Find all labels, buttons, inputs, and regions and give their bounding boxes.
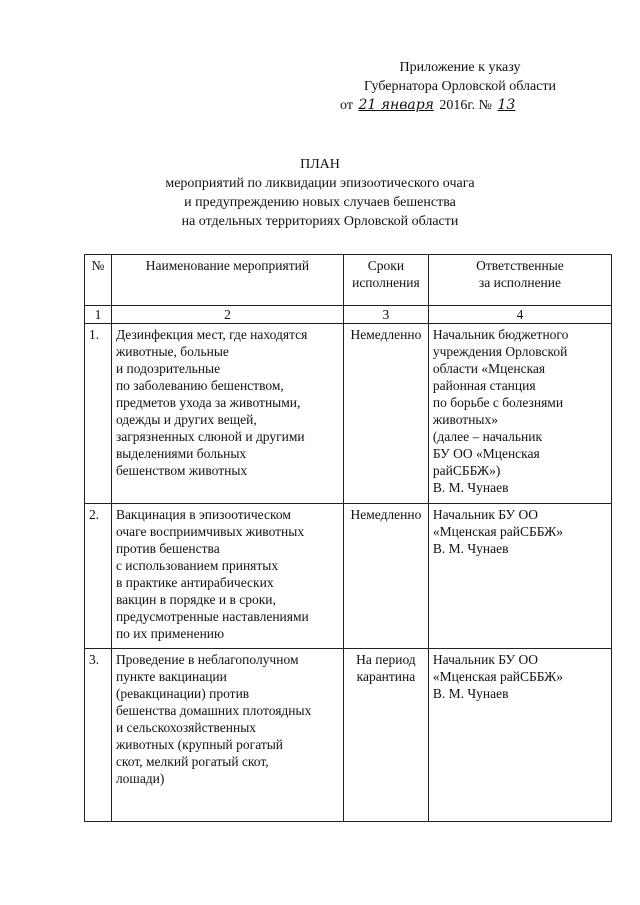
plan-title-line-2: и предупреждению новых случаев бешенства [184, 195, 456, 210]
row-num: 3. [85, 649, 112, 822]
cell-line: против бешенства [115, 541, 220, 556]
appendix-line-1: Приложение к указу [399, 60, 521, 75]
number-label: № [478, 98, 492, 113]
header-resp-line-1: Ответственные [476, 258, 564, 273]
plan-title-line-1: мероприятий по ликвидации эпизоотического очага [165, 176, 475, 191]
row-time [343, 504, 428, 649]
cell-line: лошади) [115, 771, 165, 786]
header-name: Наименование мероприятий [111, 255, 343, 306]
cell-line: в практике антирабических [115, 575, 274, 590]
header-resp [428, 255, 611, 306]
header-time-line-2: исполнения [352, 275, 420, 290]
plan-title [120, 155, 520, 231]
cell-line: загрязненных слюной и другими [115, 429, 305, 444]
cell-line: (далее – начальник [432, 429, 543, 444]
cell-line: Вакцинация в эпизоотическом [115, 507, 291, 522]
cell-line: выделениями больных [115, 446, 247, 461]
cell-line: Начальник БУ ОО [432, 507, 538, 522]
column-number: 1 [85, 306, 112, 324]
cell-line: бешенством животных [115, 463, 248, 478]
cell-line: В. М. Чунаев [432, 480, 509, 495]
header-time [343, 255, 428, 306]
row-num: 1. [85, 324, 112, 504]
cell-line: пункте вакцинации [115, 669, 227, 684]
row-time [343, 649, 428, 822]
cell-line: карантина [356, 669, 416, 684]
cell-line: предусмотренные наставлениями [115, 609, 309, 624]
cell-line: районная станция [432, 378, 536, 393]
row-resp [428, 504, 611, 649]
cell-line: На период [356, 652, 416, 667]
table-row [85, 504, 612, 649]
table-header-row [85, 255, 612, 306]
cell-line: и подозрительные [115, 361, 221, 376]
cell-line: бешенства домашних плотоядных [115, 703, 312, 718]
plan-heading: ПЛАН [300, 157, 340, 172]
column-number: 4 [428, 306, 611, 324]
cell-line: «Мценская райСББЖ» [432, 524, 563, 539]
row-name [111, 324, 343, 504]
appendix-date-line [330, 96, 590, 115]
cell-line: Проведение в неблагополучном [115, 652, 299, 667]
column-number-row [85, 306, 612, 324]
table-row [85, 649, 612, 822]
column-number: 2 [111, 306, 343, 324]
cell-line: и сельскохозяйственных [115, 720, 257, 735]
row-time [343, 324, 428, 504]
column-number: 3 [343, 306, 428, 324]
plan-title-line-3: на отдельных территориях Орловской области [181, 214, 459, 229]
header-time-line-1: Сроки [367, 258, 405, 273]
cell-line: Немедленно [350, 507, 422, 522]
cell-line: учреждения Орловской [432, 344, 568, 359]
cell-line: по борьбе с болезнями [432, 395, 564, 410]
cell-line: области «Мценская [432, 361, 546, 376]
cell-line: животные, больные [115, 344, 229, 359]
header-resp-line-2: за исполнение [478, 275, 561, 290]
row-resp [428, 649, 611, 822]
appendix-header [330, 58, 590, 115]
cell-line: одежды и других вещей, [115, 412, 257, 427]
cell-line: «Мценская райСББЖ» [432, 669, 563, 684]
plan-table [84, 254, 612, 822]
cell-line: с использованием принятых [115, 558, 279, 573]
cell-line: Начальник БУ ОО [432, 652, 538, 667]
appendix-line-2: Губернатора Орловской области [363, 79, 557, 94]
table-row [85, 324, 612, 504]
cell-line: скот, мелкий рогатый скот, [115, 754, 269, 769]
cell-line: В. М. Чунаев [432, 686, 509, 701]
cell-line: райСББЖ») [432, 463, 501, 478]
row-resp [428, 324, 611, 504]
row-name [111, 649, 343, 822]
date-prefix: от [340, 98, 353, 113]
cell-line: животных (крупный рогатый [115, 737, 284, 752]
cell-line: очаге восприимчивых животных [115, 524, 305, 539]
cell-line: предметов ухода за животными, [115, 395, 301, 410]
cell-line: БУ ОО «Мценская [432, 446, 540, 461]
cell-line: Немедленно [350, 327, 422, 342]
cell-line: вакцин в порядке и в сроки, [115, 592, 276, 607]
header-num: № [85, 255, 112, 306]
cell-line: животных» [432, 412, 498, 427]
cell-line: В. М. Чунаев [432, 541, 509, 556]
handwritten-date: 21 января [358, 97, 434, 113]
row-num: 2. [85, 504, 112, 649]
date-year: 2016г. [439, 98, 476, 113]
cell-line: по их применению [115, 626, 225, 641]
cell-line: Дезинфекция мест, где находятся [115, 327, 308, 342]
row-name [111, 504, 343, 649]
cell-line: (ревакцинации) против [115, 686, 250, 701]
cell-line: по заболеванию бешенством, [115, 378, 284, 393]
handwritten-number: 13 [497, 97, 516, 113]
cell-line: Начальник бюджетного [432, 327, 569, 342]
